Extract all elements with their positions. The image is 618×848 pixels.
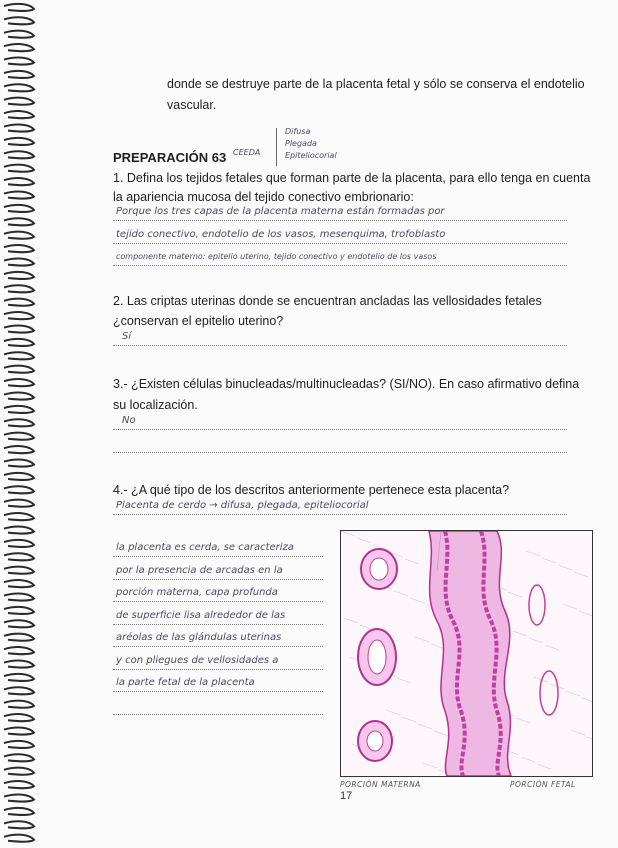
label-fetal: PORCIÓN FETAL: [510, 780, 576, 789]
q4-note-line: y con pliegues de vellosidades a: [116, 654, 279, 666]
q1-line-2: la apariencia mucosa del tejido conectivo embrionario:: [113, 190, 414, 204]
answer-line: [113, 669, 323, 670]
spiral-coil: [4, 513, 34, 520]
spiral-coil: [4, 459, 34, 466]
intro-line-1: donde se destruye parte de la placenta fetal y sólo se conserva el endotelio: [167, 77, 585, 91]
spiral-coil: [4, 607, 34, 614]
spiral-coil: [4, 258, 34, 265]
q4-note-line: la parte fetal de la placenta: [116, 677, 255, 688]
spiral-coil: [4, 781, 34, 788]
spiral-coil: [4, 98, 34, 105]
spiral-coil: [4, 701, 34, 708]
spiral-coil: [4, 406, 34, 413]
spiral-coil: [4, 674, 34, 681]
spiral-coil: [4, 580, 34, 587]
q4-line-1: 4.- ¿A qué tipo de los descritos anteriormente pertenece esta placenta?: [113, 483, 510, 497]
note-ceeda: CEEDA: [233, 148, 261, 157]
spiral-coil: [4, 379, 34, 386]
spiral-coil: [4, 647, 34, 654]
q4-note-line: por la presencia de arcadas en la: [116, 564, 283, 576]
spiral-coil: [4, 339, 34, 346]
spiral-coil: [4, 57, 34, 64]
answer-line: [113, 429, 567, 430]
answer-line: [113, 452, 567, 453]
spiral-coil: [4, 660, 34, 667]
spiral-coil: [4, 138, 34, 145]
spiral-coil: [4, 553, 34, 560]
spiral-coil: [4, 486, 34, 493]
q2-answer: Sí: [122, 331, 132, 342]
spiral-coil: [4, 285, 34, 292]
spiral-coil: [4, 84, 34, 91]
q4-note-line: de superficie lisa alrededor de las: [116, 609, 286, 621]
spiral-coil: [4, 205, 34, 212]
spiral-coil: [4, 178, 34, 185]
spiral-coil: [4, 111, 34, 118]
q4-answer: Placenta de cerdo → difusa, plegada, epiteliocorial: [116, 500, 369, 511]
spiral-coil: [4, 768, 34, 775]
spiral-coil: [4, 151, 34, 158]
spiral-coil: [4, 272, 34, 279]
spiral-coil: [4, 191, 34, 198]
spiral-coil: [4, 165, 34, 172]
spiral-coil: [4, 392, 34, 399]
spiral-coil: [4, 741, 34, 748]
placenta-drawing: [340, 530, 593, 777]
spiral-coil: [4, 312, 34, 319]
spiral-coil: [4, 419, 34, 426]
q3-line-1: 3.- ¿Existen células binucleadas/multinucleadas? (SI/NO). En caso afirmativo defina: [113, 377, 580, 391]
answer-line: [113, 345, 567, 346]
note-bracket: [276, 128, 277, 166]
spiral-coil: [4, 593, 34, 600]
answer-line: [113, 646, 323, 647]
spiral-coil: [4, 808, 34, 815]
spiral-coil: [4, 325, 34, 332]
spiral-coil: [4, 71, 34, 78]
spiral-coil: [4, 366, 34, 373]
spiral-coil: [4, 232, 34, 239]
q4-note-line: porción materna, capa profunda: [116, 587, 278, 598]
q3-answer: No: [122, 415, 136, 426]
answer-line: [113, 220, 567, 221]
answer-line: [113, 579, 323, 580]
answer-line: [113, 556, 323, 557]
spiral-coil: [4, 473, 34, 480]
spiral-coil: [4, 299, 34, 306]
answer-line: [113, 601, 323, 602]
q1-answer-line: tejido conectivo, endotelio de los vasos, mesenquima, trofoblasto: [116, 229, 446, 240]
spiral-coil: [4, 433, 34, 440]
histology-illustration: [341, 531, 592, 776]
q4-note-line: aréolas de las glándulas uterinas: [116, 632, 282, 643]
spiral-coil: [4, 44, 34, 51]
answer-line: [113, 265, 567, 266]
spiral-coil: [4, 727, 34, 734]
note-item: Epiteliocorial: [285, 151, 337, 160]
spiral-coil: [4, 835, 34, 842]
spiral-coil: [4, 794, 34, 801]
spiral-coil: [4, 500, 34, 507]
answer-line: [113, 514, 567, 515]
answer-line: [113, 691, 323, 692]
q1-answer-line: Porque los tres capas de la placenta materna están formadas por: [116, 206, 445, 217]
q2-line-1: 2. Las criptas uterinas donde se encuentran ancladas las vellosidades fetales: [113, 294, 542, 308]
spiral-coil: [4, 352, 34, 359]
intro-line-2: vascular.: [167, 98, 217, 112]
spiral-coil: [4, 634, 34, 641]
spiral-coil: [4, 218, 34, 225]
spiral-coil: [4, 821, 34, 828]
spiral-coil: [4, 526, 34, 533]
answer-line: [113, 624, 323, 625]
spiral-coil: [4, 17, 34, 24]
spiral-coil: [4, 446, 34, 453]
page-number: 17: [340, 790, 353, 802]
note-item: Difusa: [285, 127, 311, 136]
notebook-page: [40, 0, 618, 848]
q1-line-1: 1. Defina los tejidos fetales que forman parte de la placenta, para ello tenga en cuenta: [113, 171, 591, 185]
q4-note-line: la placenta es cerda, se caracteriza: [116, 542, 294, 553]
spiral-binding: [0, 0, 40, 848]
answer-line: [113, 243, 567, 244]
answer-line: [113, 714, 323, 715]
spiral-coil: [4, 540, 34, 547]
q3-line-2: su localización.: [113, 398, 198, 412]
spiral-coil: [4, 124, 34, 131]
note-item: Plegada: [285, 139, 317, 148]
spiral-coil: [4, 620, 34, 627]
spiral-coil: [4, 687, 34, 694]
q1-answer-line: componente materno: epitelio uterino, tejido conectivo y endotelio de los vasos: [116, 252, 437, 261]
spiral-coil: [4, 567, 34, 574]
section-title: PREPARACIÓN 63: [113, 150, 227, 165]
spiral-coil: [4, 31, 34, 38]
spiral-coil: [4, 4, 34, 11]
label-maternal: PORCIÓN MATERNA: [340, 780, 421, 789]
q2-line-2: ¿conservan el epitelio uterino?: [113, 314, 284, 328]
spiral-coil: [4, 714, 34, 721]
spiral-coil: [4, 754, 34, 761]
spiral-coil: [4, 245, 34, 252]
